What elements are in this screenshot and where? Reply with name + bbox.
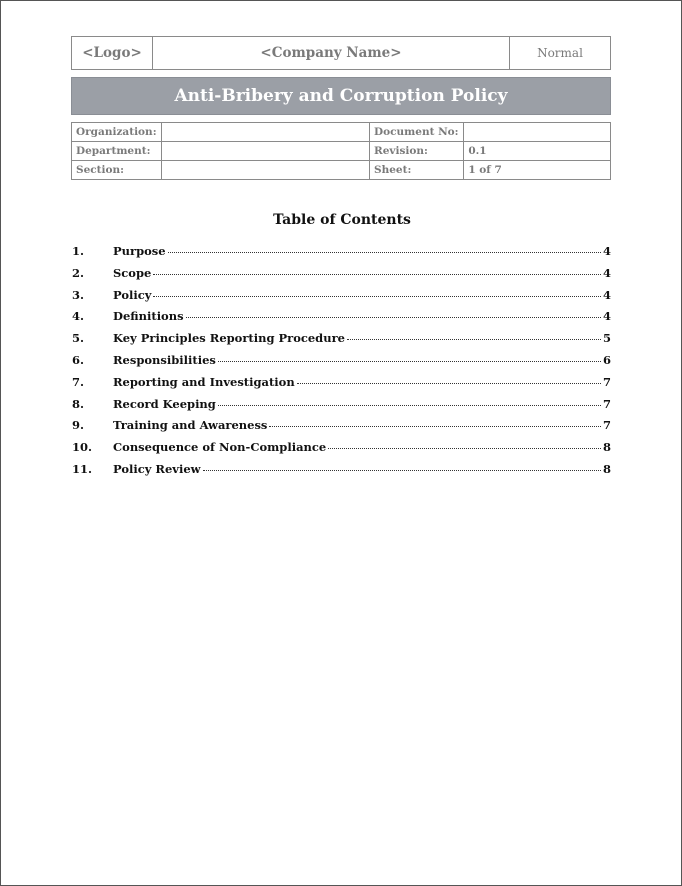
document-info-table [71, 122, 611, 180]
toc-item-number: 4. [72, 309, 85, 324]
section-value [161, 161, 369, 180]
toc-dot-leader [218, 405, 601, 406]
section-label: Section: [72, 161, 162, 180]
info-row-organization [72, 123, 611, 142]
toc-item-policy-review[interactable] [72, 462, 611, 484]
toc-item-policy[interactable] [72, 288, 611, 310]
revision-label: Revision: [370, 142, 464, 161]
info-row-section [72, 161, 611, 180]
toc-item-text: Policy Review [113, 461, 201, 476]
document-no-value [464, 123, 611, 142]
toc-item-page: 6 [603, 352, 612, 367]
toc-item-responsibilities[interactable] [72, 353, 611, 375]
department-label: Department: [72, 142, 162, 161]
toc-dot-leader [203, 470, 601, 471]
organization-label: Organization: [72, 123, 162, 142]
toc-item-scope[interactable] [72, 266, 611, 288]
toc-item-page: 4 [603, 309, 612, 324]
company-name: <Company Name> [153, 37, 510, 69]
toc-item-text: Key Principles Reporting Procedure [113, 331, 345, 346]
toc-item-page: 4 [603, 287, 612, 302]
sheet-label: Sheet: [370, 161, 464, 180]
toc-item-number: 6. [72, 352, 85, 367]
toc-item-page: 7 [603, 396, 612, 411]
toc-dot-leader [347, 339, 601, 340]
toc-item-text: Scope [113, 265, 152, 280]
toc-dot-leader [328, 448, 601, 449]
toc-item-page: 8 [603, 461, 612, 476]
toc-dot-leader [153, 296, 601, 297]
toc-item-text: Reporting and Investigation [113, 374, 295, 389]
toc-item-text: Purpose [113, 244, 166, 258]
toc-item-number: 8. [72, 396, 85, 411]
toc-item-number: 3. [72, 287, 85, 302]
toc-item-page: 5 [603, 331, 612, 346]
document-no-label: Document No: [370, 123, 464, 142]
toc-item-number: 9. [72, 418, 85, 433]
revision-value: 0.1 [464, 142, 611, 161]
organization-value [161, 123, 369, 142]
toc-dot-leader [297, 383, 601, 384]
toc-item-definitions[interactable] [72, 309, 611, 331]
document-title: Anti-Bribery and Corruption Policy [71, 77, 611, 115]
logo-placeholder: <Logo> [72, 37, 153, 69]
document-header [71, 36, 611, 70]
toc-item-page: 7 [603, 374, 612, 389]
toc-item-text: Policy [113, 287, 152, 302]
toc-item-page: 4 [603, 244, 612, 258]
toc-dot-leader [186, 317, 601, 318]
toc-dot-leader [269, 426, 601, 427]
department-value [161, 142, 369, 161]
toc-item-number: 2. [72, 265, 85, 280]
toc-item-reporting[interactable] [72, 375, 611, 397]
sheet-value: 1 of 7 [464, 161, 611, 180]
info-row-department [72, 142, 611, 161]
toc-item-number: 11. [72, 461, 93, 476]
toc-item-text: Record Keeping [113, 396, 216, 411]
toc-dot-leader [168, 252, 601, 253]
toc-item-purpose[interactable] [72, 244, 611, 266]
toc-item-page: 7 [603, 418, 612, 433]
toc-item-training[interactable] [72, 418, 611, 440]
toc-title: Table of Contents [273, 212, 411, 228]
document-status: Normal [537, 46, 583, 60]
toc-item-text: Definitions [113, 309, 184, 324]
toc-item-record-keeping[interactable] [72, 397, 611, 419]
toc-item-number: 5. [72, 331, 85, 346]
toc-item-text: Responsibilities [113, 352, 216, 367]
toc-item-number: 10. [72, 440, 93, 455]
toc-item-page: 8 [603, 440, 612, 455]
toc-dot-leader [218, 361, 601, 362]
table-of-contents [72, 244, 611, 484]
toc-item-number: 1. [72, 244, 85, 258]
toc-item-number: 7. [72, 374, 85, 389]
toc-item-consequence[interactable] [72, 440, 611, 462]
toc-item-key-principles[interactable] [72, 331, 611, 353]
toc-item-text: Training and Awareness [113, 418, 268, 433]
toc-item-page: 4 [603, 265, 612, 280]
toc-item-text: Consequence of Non-Compliance [113, 440, 327, 455]
toc-dot-leader [153, 274, 601, 275]
